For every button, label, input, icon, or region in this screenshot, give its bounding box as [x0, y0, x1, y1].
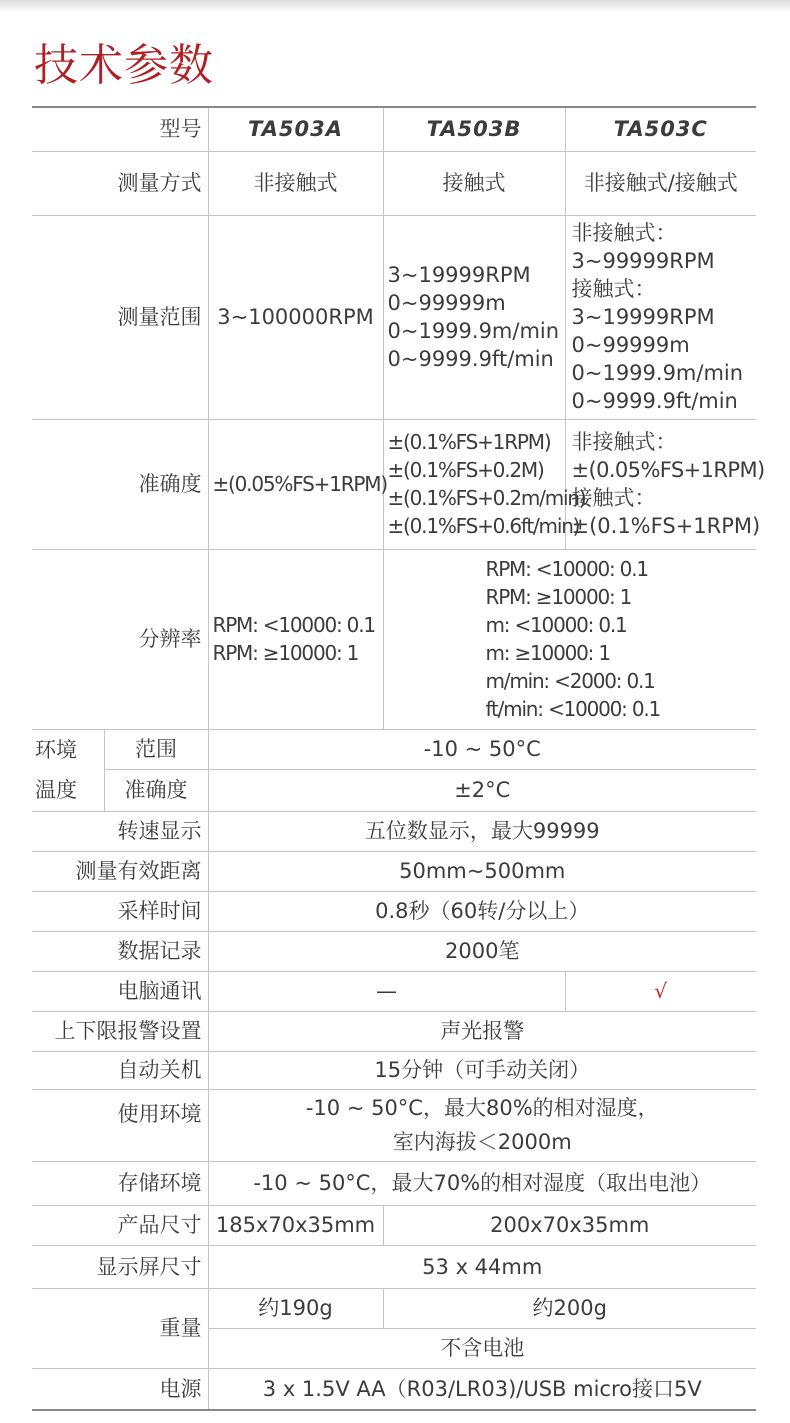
- label-pc-comm: 电脑通讯: [32, 971, 208, 1011]
- accuracy-b-line: ±(0.1%FS+0.2M): [387, 458, 544, 482]
- label-method: 测量方式: [32, 151, 208, 215]
- row-env-temp-accuracy: [32, 769, 756, 811]
- distance: 50mm~500mm: [208, 851, 756, 891]
- accuracy-b-line: ±(0.1%FS+0.2m/min): [387, 486, 586, 510]
- speed-display: 五位数显示，最大99999: [208, 811, 756, 851]
- size-bc: 200x70x35mm: [383, 1205, 756, 1245]
- accuracy-a: ±(0.05%FS+1RPM): [208, 419, 383, 549]
- label-distance: 测量有效距离: [32, 851, 208, 891]
- row-speed-display: [32, 811, 756, 851]
- row-data-log: [32, 931, 756, 971]
- range-c-line: 接触式：: [571, 277, 656, 301]
- row-display-size: [32, 1245, 756, 1288]
- resolution-bc-line: RPM: ≥10000: 1: [485, 585, 632, 609]
- label-env-temp-range: 范围: [104, 729, 208, 769]
- row-range: [32, 215, 756, 419]
- resolution-bc-line: RPM: <10000: 0.1: [485, 557, 648, 581]
- label-display-size: 显示屏尺寸: [32, 1245, 208, 1288]
- row-auto-off: [32, 1051, 756, 1089]
- spec-table: [32, 106, 765, 1411]
- pc-comm-ab: [208, 971, 565, 1011]
- env-temp-accuracy: ±2°C: [208, 769, 756, 811]
- resolution-a-line: RPM: ≥10000: 1: [212, 641, 359, 665]
- label-resolution: 分辨率: [32, 549, 208, 729]
- pc-comm-ab-value: —: [376, 979, 397, 1003]
- range-b-line: 3~19999RPM: [387, 263, 531, 287]
- operating-env-line: 室内海拔＜2000m: [392, 1130, 572, 1154]
- sampling: 0.8秒（60转/分以上）: [208, 891, 756, 931]
- label-storage-env: 存储环境: [32, 1161, 208, 1205]
- accuracy-b-line: ±(0.1%FS+0.6ft/min): [387, 514, 580, 538]
- range-b-line: 0~99999m: [387, 291, 506, 315]
- method-b: 接触式: [383, 151, 565, 215]
- label-operating-env: 使用环境: [32, 1089, 208, 1161]
- label-env-temp-line1: 环境: [35, 738, 77, 762]
- pc-comm-c: [565, 971, 756, 1011]
- range-c-line: 非接触式：: [571, 221, 677, 245]
- row-env-temp-range: [32, 729, 756, 769]
- method-c: 非接触式/接触式: [565, 151, 756, 215]
- range-c-line: 3~99999RPM: [571, 249, 715, 273]
- label-data-log: 数据记录: [32, 931, 208, 971]
- resolution-bc-line: m: ≥10000: 1: [485, 641, 610, 665]
- row-method: [32, 151, 756, 215]
- env-temp-range: -10 ~ 50°C: [208, 729, 756, 769]
- label-env-temp-line2: 温度: [35, 778, 77, 802]
- page-title: 技术参数: [34, 40, 214, 91]
- row-storage-env: [32, 1161, 756, 1205]
- accuracy-c-line: ±(0.1%FS+1RPM): [571, 514, 761, 538]
- row-distance: [32, 851, 756, 891]
- storage-env: -10 ~ 50°C，最大70%的相对湿度（取出电池）: [208, 1161, 756, 1205]
- display-size: 53 x 44mm: [208, 1245, 756, 1288]
- resolution-bc: [383, 549, 756, 729]
- operating-env: [208, 1089, 756, 1161]
- resolution-bc-line: m/min: <2000: 0.1: [485, 669, 655, 693]
- label-size: 产品尺寸: [32, 1205, 208, 1245]
- model-c: TA503C: [565, 107, 756, 151]
- range-a: 3~100000RPM: [208, 215, 383, 419]
- accuracy-c-line: 接触式：: [571, 486, 656, 510]
- row-model: [32, 107, 756, 151]
- range-b: [383, 215, 565, 419]
- range-c-line: 0~9999.9ft/min: [571, 389, 738, 413]
- operating-env-line: -10 ~ 50°C，最大80%的相对湿度，: [305, 1096, 659, 1120]
- label-accuracy: 准确度: [32, 419, 208, 549]
- accuracy-b-line: ±(0.1%FS+1RPM): [387, 430, 551, 454]
- auto-off: 15分钟（可手动关闭）: [208, 1051, 756, 1089]
- weight-bc: 约200g: [383, 1288, 756, 1328]
- label-range: 测量范围: [32, 215, 208, 419]
- label-weight: 重量: [32, 1288, 208, 1368]
- accuracy-c: [565, 419, 765, 549]
- row-operating-env: [32, 1089, 756, 1161]
- resolution-a-line: RPM: <10000: 0.1: [212, 613, 375, 637]
- label-env-temp: [32, 729, 104, 811]
- weight-note: 不含电池: [208, 1328, 756, 1368]
- row-power: [32, 1368, 756, 1410]
- range-c-line: 3~19999RPM: [571, 305, 715, 329]
- alarm: 声光报警: [208, 1011, 756, 1051]
- range-b-line: 0~1999.9m/min: [387, 319, 560, 343]
- label-sampling: 采样时间: [32, 891, 208, 931]
- row-pc-comm: [32, 971, 756, 1011]
- model-a: TA503A: [208, 107, 383, 151]
- resolution-a: [208, 549, 383, 729]
- row-resolution: [32, 549, 756, 729]
- row-accuracy: [32, 419, 756, 549]
- row-weight: [32, 1288, 756, 1328]
- method-a: 非接触式: [208, 151, 383, 215]
- range-c: [565, 215, 756, 419]
- label-speed-display: 转速显示: [32, 811, 208, 851]
- accuracy-c-line: 非接触式：: [571, 430, 677, 454]
- power: 3 x 1.5V AA（R03/LR03)/USB micro接口5V: [208, 1368, 756, 1410]
- range-c-line: 0~1999.9m/min: [571, 361, 744, 385]
- resolution-bc-line: ft/min: <10000: 0.1: [485, 697, 661, 721]
- label-alarm: 上下限报警设置: [32, 1011, 208, 1051]
- label-env-temp-accuracy: 准确度: [104, 769, 208, 811]
- resolution-bc-line: m: <10000: 0.1: [485, 613, 627, 637]
- data-log: 2000笔: [208, 931, 756, 971]
- label-model: 型号: [32, 107, 208, 151]
- label-power: 电源: [32, 1368, 208, 1410]
- row-size: [32, 1205, 756, 1245]
- model-b: TA503B: [383, 107, 565, 151]
- row-sampling: [32, 891, 756, 931]
- range-c-line: 0~99999m: [571, 333, 690, 357]
- range-b-line: 0~9999.9ft/min: [387, 347, 554, 371]
- top-shadow: [0, 0, 790, 12]
- label-auto-off: 自动关机: [32, 1051, 208, 1089]
- accuracy-b: [383, 419, 586, 549]
- row-alarm: [32, 1011, 756, 1051]
- check-mark-icon: √: [654, 979, 668, 1003]
- size-a: 185x70x35mm: [208, 1205, 383, 1245]
- accuracy-c-line: ±(0.05%FS+1RPM): [571, 458, 765, 482]
- weight-a: 约190g: [208, 1288, 383, 1328]
